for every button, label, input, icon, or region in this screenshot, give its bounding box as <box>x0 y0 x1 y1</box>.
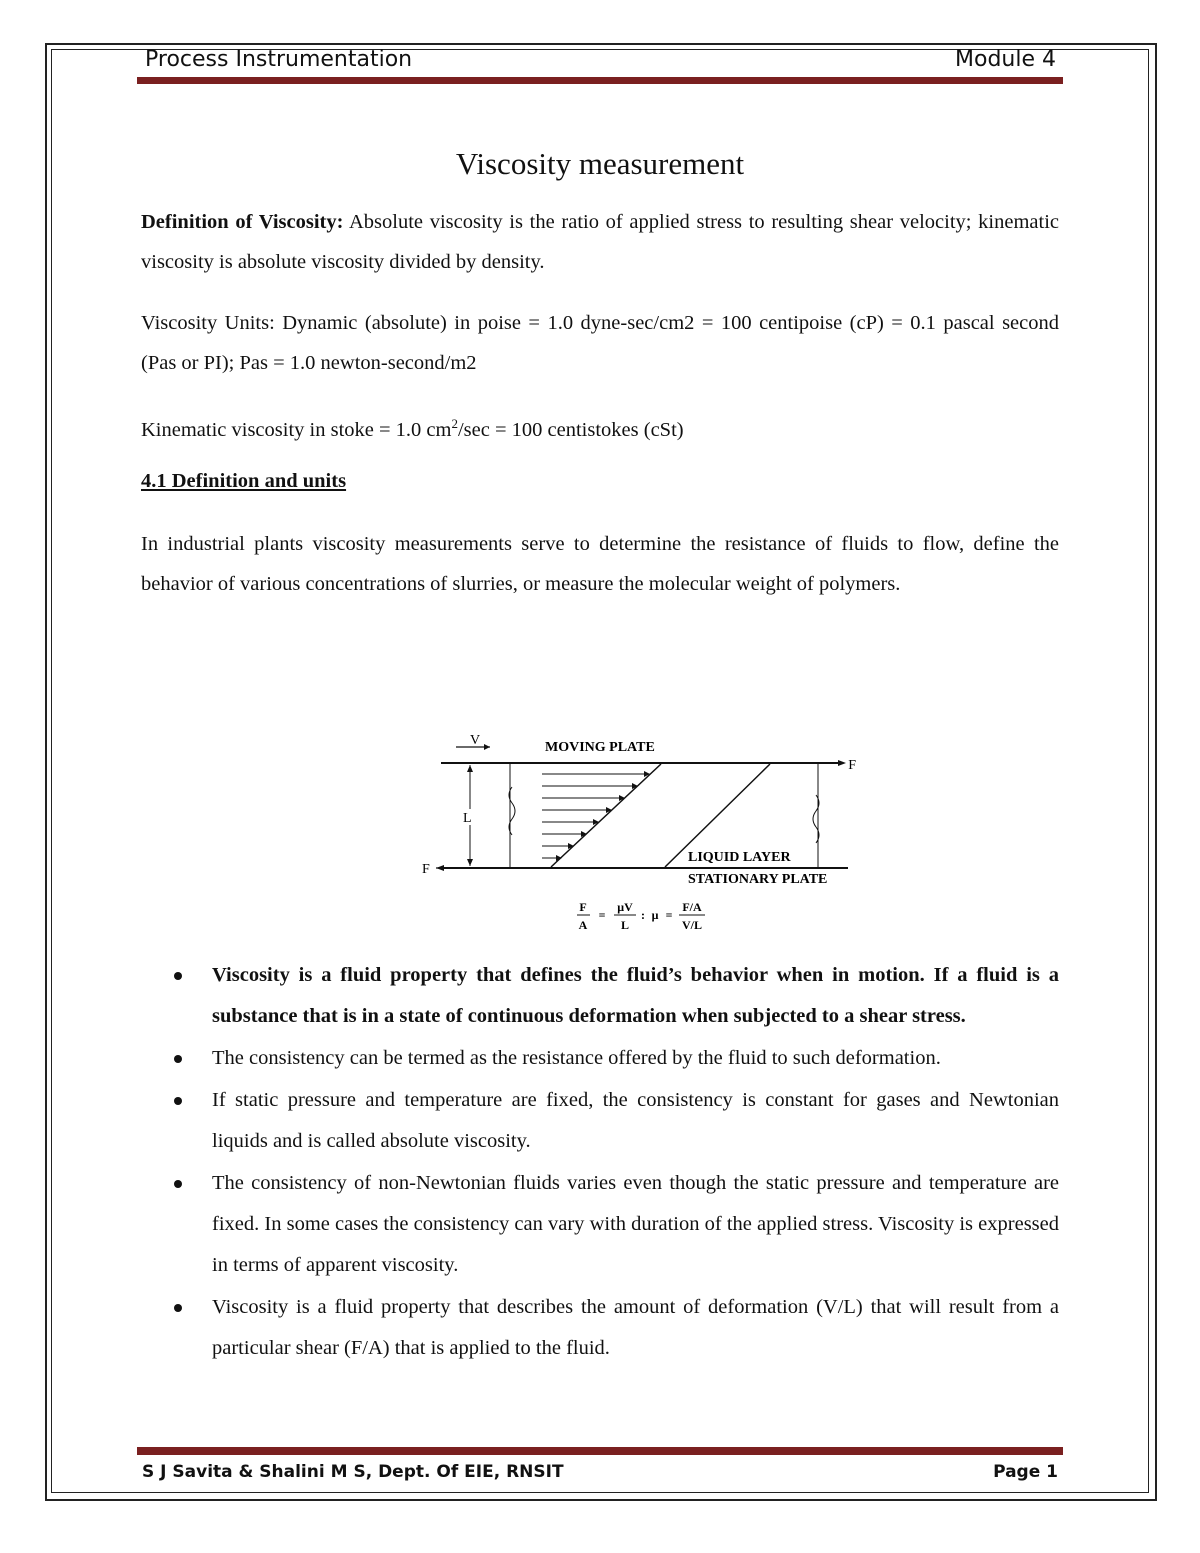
eq-equals-1: = <box>598 908 606 922</box>
velocity-profile-line <box>551 764 661 867</box>
definition-paragraph <box>141 202 1059 282</box>
gap-label: L <box>463 811 472 826</box>
units-paragraph: Viscosity Units: Dynamic (absolute) in poise = 1.0 dyne-sec/cm2 = 100 centipoise (cP) = 0.1 pascal second (Pas or PI); Pas = 1.0 newton-second/m2 <box>141 312 1059 374</box>
bullet-icon <box>174 1097 182 1105</box>
velocity-profile-arrows <box>542 771 650 861</box>
footer-page-number: Page 1 <box>993 1462 1058 1482</box>
list-item-text: Viscosity is a fluid property that defines the fluid’s behavior when in motion. If a fluid is a substance that is in a state of continuous deformation when subjected to a shear stress. <box>212 964 1059 1027</box>
velocity-arrow-head <box>484 744 490 750</box>
page-header <box>140 44 1060 78</box>
eq-vl: V/L <box>681 918 703 932</box>
gap-arrow-top <box>467 765 473 772</box>
footer-authors: S J Savita & Shalini M S, Dept. Of EIE, RNSIT <box>142 1462 564 1482</box>
eq-colon: : <box>641 908 645 922</box>
force-right-label: F <box>848 758 856 773</box>
kinematic-before: Kinematic viscosity in stoke = 1.0 cm <box>141 418 452 441</box>
liquid-layer-label: LIQUID LAYER <box>688 850 791 865</box>
viscosity-equation <box>577 900 705 932</box>
eq-l: L <box>620 918 630 932</box>
section-heading: 4.1 Definition and units <box>141 470 347 492</box>
header-module: Module 4 <box>955 47 1056 72</box>
gap-arrow-bottom <box>467 859 473 866</box>
intro-paragraph: In industrial plants viscosity measurements serve to determine the resistance of fluids to flow, define the behavior of various concentrations of slurries, or measure the molecular weight of polymers. <box>141 533 1059 595</box>
list-item <box>141 1038 1059 1079</box>
list-item-text: The consistency of non-Newtonian fluids varies even though the static pressure and temperature are fixed. In some cases the consistency can vary with duration of the applied stress. Viscosity is expressed in terms of apparent viscosity. <box>212 1172 1059 1276</box>
bullet-icon <box>174 972 182 980</box>
kinematic-paragraph <box>141 404 1059 450</box>
list-item-text: The consistency can be termed as the resistance offered by the fluid to such deformation. <box>212 1047 941 1069</box>
bullet-icon <box>174 1180 182 1188</box>
moving-plate-label: MOVING PLATE <box>545 740 655 755</box>
eq-mu: μ <box>651 908 659 922</box>
eq-f: F <box>579 900 587 914</box>
list-item-text: If static pressure and temperature are fixed, the consistency is constant for gases and Newtonian liquids and is called absolute viscosity. <box>212 1089 1059 1152</box>
bullet-icon <box>174 1304 182 1312</box>
kinematic-after: /sec = 100 centistokes (cSt) <box>457 418 684 441</box>
definition-label: Definition of Viscosity: <box>141 211 344 233</box>
page-title: Viscosity measurement <box>455 146 745 181</box>
list-item <box>141 955 1059 1037</box>
bullet-list <box>141 955 1059 1370</box>
bullet-icon <box>174 1055 182 1063</box>
eq-muv: μV <box>617 900 633 914</box>
header-rule <box>137 77 1063 84</box>
header-title: Process Instrumentation <box>145 47 413 72</box>
kinematic-sup: 2 <box>451 416 458 431</box>
velocity-label: V <box>470 733 481 748</box>
eq-equals-2: = <box>665 908 673 922</box>
eq-a: A <box>578 918 588 932</box>
list-item <box>141 1163 1059 1286</box>
list-item-text: Viscosity is a fluid property that describes the amount of deformation (V/L) that will result from a particular shear (F/A) that is applied to the fluid. <box>212 1296 1059 1359</box>
definition-text: Absolute viscosity is the ratio of applied stress to resulting shear velocity; kinematic viscosity is absolute viscosity divided by density. <box>141 211 1059 273</box>
footer-rule <box>137 1447 1063 1455</box>
list-item <box>141 1080 1059 1162</box>
force-left-arrow-head <box>436 865 444 871</box>
eq-fa: F/A <box>682 900 702 914</box>
list-item <box>141 1287 1059 1369</box>
stationary-plate-label: STATIONARY PLATE <box>688 872 828 887</box>
force-right-arrow-head <box>838 760 846 766</box>
force-left-label: F <box>422 862 430 877</box>
viscosity-diagram <box>418 725 858 945</box>
